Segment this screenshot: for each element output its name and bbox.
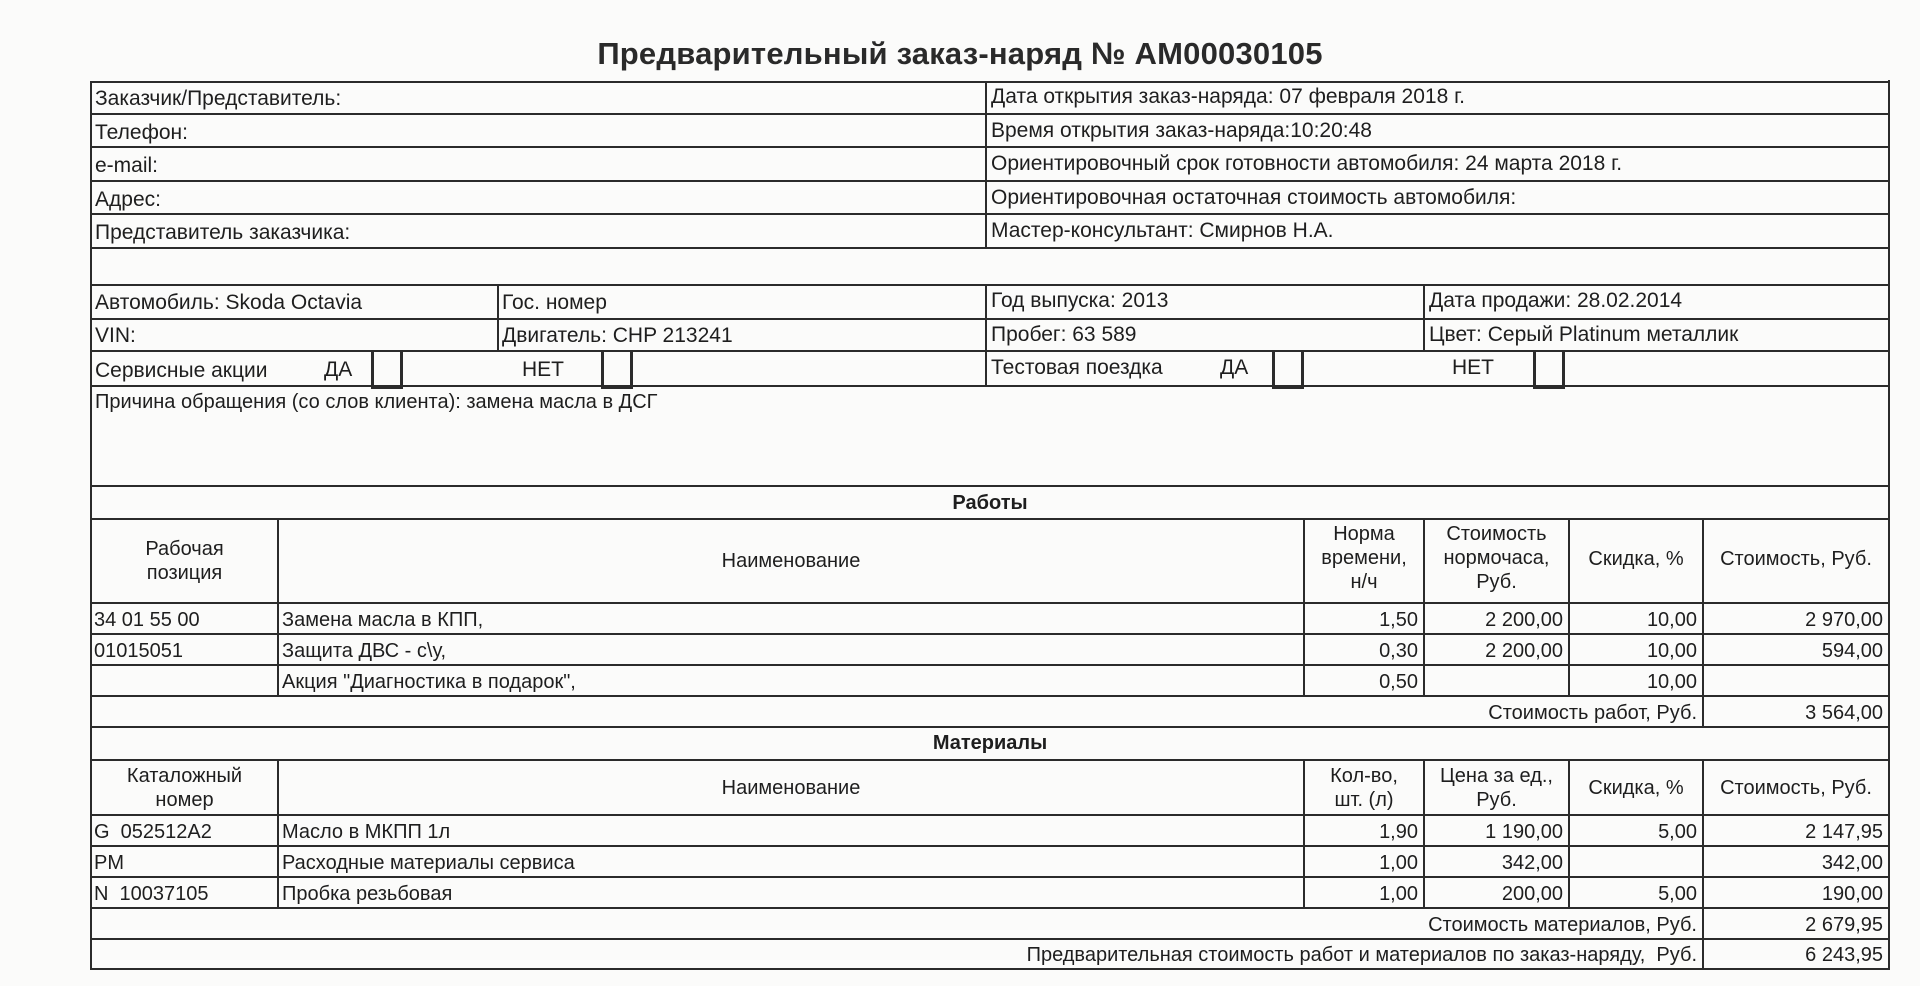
rule: [90, 845, 1890, 847]
mileage: Пробег: 63 589: [991, 323, 1137, 346]
material-discount: 5,00: [1658, 883, 1697, 905]
material-discount: 5,00: [1658, 821, 1697, 843]
email-label: e-mail:: [95, 154, 159, 177]
open-time: Время открытия заказ-наряда:10:20:48: [991, 119, 1372, 142]
material-code: PM: [94, 852, 124, 874]
work-name: Замена масла в КПП,: [282, 609, 484, 631]
service-actions-yes-checkbox[interactable]: [371, 352, 403, 389]
rule: [90, 968, 1890, 970]
materials-total-label: Стоимость материалов, Руб.: [1428, 914, 1697, 936]
materials-total-value: 2 679,95: [1805, 914, 1883, 936]
material-qty: 1,00: [1379, 852, 1418, 874]
header-line: номер: [155, 789, 214, 811]
rule: [90, 146, 1890, 148]
works-col-hours: [1305, 522, 1423, 594]
rule: [90, 759, 1890, 761]
engine: Двигатель: CHP 213241: [502, 324, 733, 347]
rule: [90, 876, 1890, 878]
work-rate: 2 200,00: [1485, 640, 1563, 662]
rule: [497, 284, 499, 350]
test-drive-yes-label: ДА: [1220, 356, 1249, 379]
plate-label: Гос. номер: [502, 291, 607, 314]
rule: [90, 180, 1890, 182]
rule: [90, 518, 1890, 520]
rule: [90, 318, 1890, 320]
grand-total-label: Предварительная стоимость работ и материалов по заказ-наряду, Руб.: [1026, 944, 1697, 966]
customer-label: Заказчик/Представитель:: [95, 87, 342, 110]
header-line: шт. (л): [1334, 789, 1394, 811]
work-discount: 10,00: [1646, 609, 1697, 631]
material-cost: 190,00: [1821, 883, 1883, 905]
works-col-name: Наименование: [721, 550, 861, 572]
test-drive-label: Тестовая поездка: [991, 356, 1163, 379]
materials-col-discount: Скидка, %: [1588, 777, 1684, 799]
rule: [90, 664, 1890, 666]
service-actions-no-checkbox[interactable]: [601, 352, 633, 389]
header-line: позиция: [146, 562, 223, 584]
material-cost: 342,00: [1821, 852, 1883, 874]
header-line: н/ч: [1350, 571, 1378, 593]
master-consultant: Мастер-консультант: Смирнов Н.А.: [991, 219, 1334, 242]
phone-label: Телефон:: [95, 121, 188, 144]
work-cost: 594,00: [1821, 640, 1883, 662]
works-col-cost: Стоимость, Руб.: [1720, 548, 1872, 570]
rule: [90, 113, 1890, 115]
rule: [90, 350, 1890, 352]
material-price: 200,00: [1501, 883, 1563, 905]
works-section-title: Работы: [952, 492, 1028, 514]
rule: [90, 247, 1890, 249]
rule: [90, 213, 1890, 215]
header-line: Каталожный: [126, 765, 243, 787]
materials-col-cost: Стоимость, Руб.: [1720, 777, 1872, 799]
vehicle-model: Автомобиль: Skoda Octavia: [95, 291, 363, 314]
work-discount: 10,00: [1646, 671, 1697, 693]
test-drive-yes-checkbox[interactable]: [1272, 352, 1304, 389]
works-col-position: [92, 537, 277, 585]
work-rate: 2 200,00: [1485, 609, 1563, 631]
material-qty: 1,00: [1379, 883, 1418, 905]
work-code: 34 01 55 00: [94, 609, 200, 631]
rule: [1568, 518, 1570, 695]
material-code: N 10037105: [94, 883, 209, 905]
material-price: 342,00: [1501, 852, 1563, 874]
material-name: Расходные материалы сервиса: [282, 852, 575, 874]
header-line: Кол-во,: [1330, 765, 1398, 787]
frame-left: [90, 82, 92, 970]
service-actions-label: Сервисные акции: [95, 359, 268, 382]
work-name: Защита ДВС - с\у,: [282, 640, 446, 662]
rule: [90, 938, 1890, 940]
header-line: Руб.: [1476, 571, 1517, 593]
material-price: 1 190,00: [1485, 821, 1563, 843]
rule: [90, 602, 1890, 604]
representative-label: Представитель заказчика:: [95, 221, 351, 244]
materials-col-qty: [1305, 764, 1423, 812]
rule: [90, 695, 1890, 697]
sale-date: Дата продажи: 28.02.2014: [1429, 289, 1683, 312]
rule: [90, 633, 1890, 635]
address-label: Адрес:: [95, 188, 161, 211]
work-code: 01015051: [94, 640, 183, 662]
test-drive-no-checkbox[interactable]: [1533, 352, 1565, 389]
work-hours: 0,30: [1379, 640, 1418, 662]
header-line: Цена за ед.,: [1440, 765, 1553, 787]
rule: [985, 82, 987, 247]
visit-reason: Причина обращения (со слов клиента): замена масла в ДСГ: [95, 391, 658, 413]
service-actions-yes-label: ДА: [324, 358, 353, 381]
work-discount: 10,00: [1646, 640, 1697, 662]
rule: [90, 814, 1890, 816]
rule: [90, 485, 1890, 487]
grand-total-value: 6 243,95: [1805, 944, 1883, 966]
works-col-discount: Скидка, %: [1588, 548, 1684, 570]
material-name: Пробка резьбовая: [282, 883, 453, 905]
frame-top: [90, 81, 1890, 83]
rule: [90, 907, 1890, 909]
material-code: G 052512A2: [94, 821, 212, 843]
rule: [90, 385, 1890, 387]
work-hours: 1,50: [1379, 609, 1418, 631]
header-line: Руб.: [1476, 789, 1517, 811]
material-cost: 2 147,95: [1805, 821, 1883, 843]
open-date: Дата открытия заказ-наряда: 07 февраля 2018 г.: [991, 85, 1466, 108]
header-line: Рабочая: [145, 538, 224, 560]
materials-col-catalog: [92, 764, 277, 812]
header-line: Стоимость: [1446, 523, 1547, 545]
service-actions-no-label: НЕТ: [522, 358, 564, 381]
work-cost: 2 970,00: [1805, 609, 1883, 631]
header-line: Норма: [1333, 523, 1395, 545]
works-col-rate: [1425, 522, 1568, 594]
rule: [90, 726, 1890, 728]
material-qty: 1,90: [1379, 821, 1418, 843]
works-total-label: Стоимость работ, Руб.: [1488, 702, 1697, 724]
vehicle-color: Цвет: Серый Platinum металлик: [1429, 323, 1739, 346]
ready-date: Ориентировочный срок готовности автомобиля: 24 марта 2018 г.: [991, 152, 1623, 175]
header-line: нормочаса,: [1443, 547, 1550, 569]
materials-col-name: Наименование: [721, 777, 861, 799]
materials-col-price: [1425, 764, 1568, 812]
work-name: Акция "Диагностика в подарок",: [282, 671, 576, 693]
test-drive-no-label: НЕТ: [1452, 356, 1494, 379]
document-title: Предварительный заказ-наряд № АМ00030105: [597, 36, 1323, 71]
rule: [90, 284, 1890, 286]
rule: [277, 518, 279, 695]
work-hours: 0,50: [1379, 671, 1418, 693]
materials-section-title: Материалы: [932, 732, 1048, 754]
header-line: времени,: [1321, 547, 1407, 569]
vin-label: VIN:: [95, 324, 136, 347]
material-name: Масло в МКПП 1л: [282, 821, 451, 843]
vehicle-year: Год выпуска: 2013: [991, 289, 1169, 312]
rule: [1423, 284, 1425, 350]
residual-value: Ориентировочная остаточная стоимость автомобиля:: [991, 186, 1517, 209]
works-total-value: 3 564,00: [1805, 702, 1883, 724]
rule: [985, 284, 987, 385]
